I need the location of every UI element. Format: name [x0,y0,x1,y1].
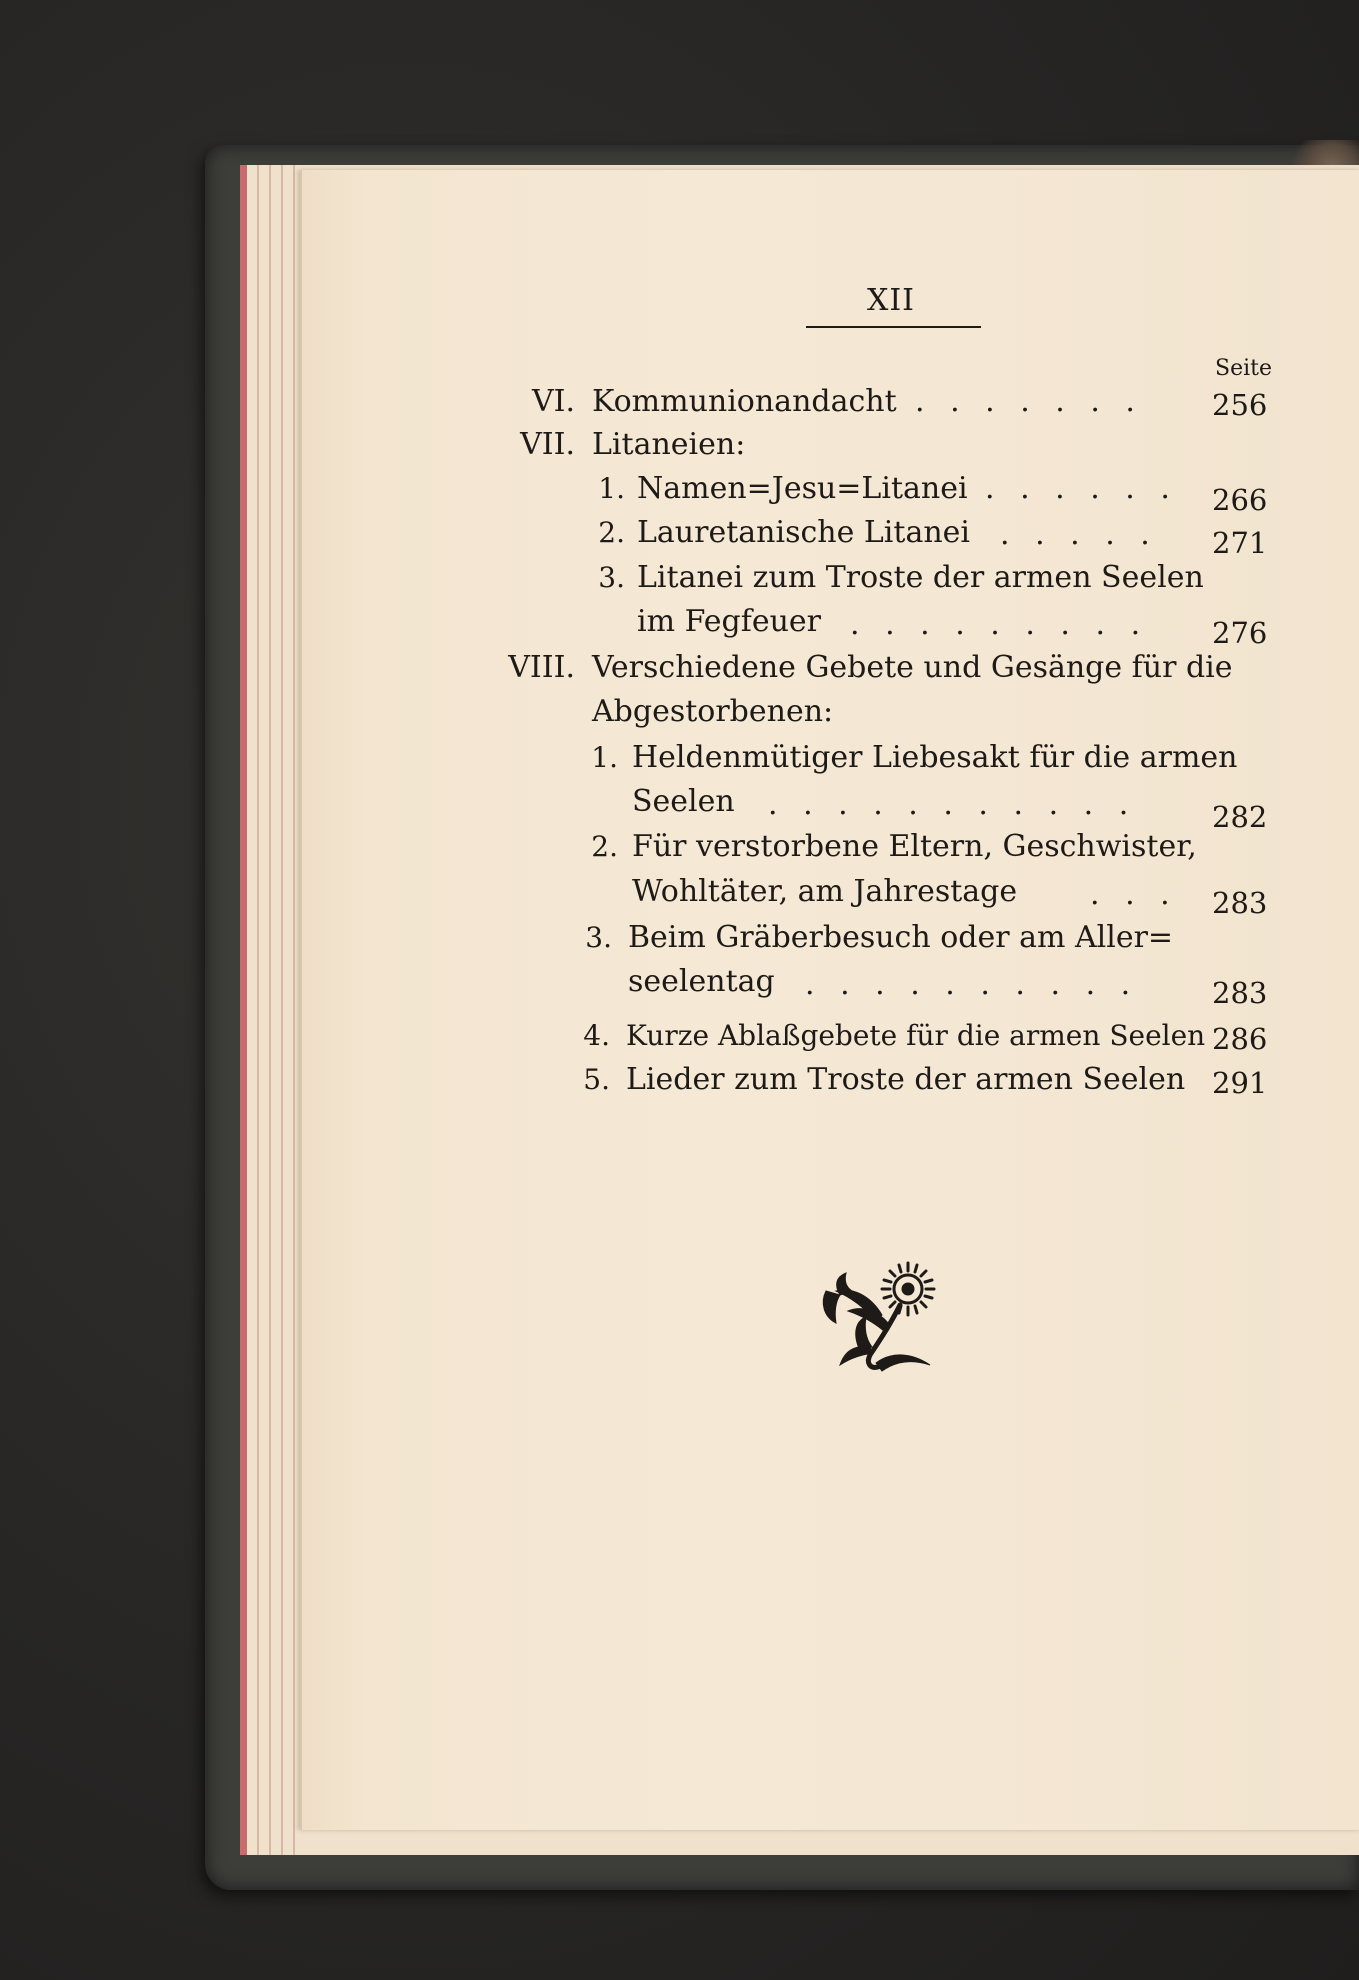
toc-entry-number: 2. [598,516,625,549]
toc-page-number: 291 [1212,1066,1268,1100]
toc-page-number: 271 [1212,526,1268,560]
toc-entry-title: Lauretanische Litanei [637,515,971,550]
toc-entry-title: Kurze Ablaßgebete für die armen Seelen [626,1019,1206,1052]
page-column-header: Seite [1215,356,1272,381]
toc-page-number: 283 [1212,886,1268,920]
toc-entry-title: Kommunionandacht [592,384,897,419]
toc-entry-title-cont: Seelen [632,784,735,819]
toc-page-number: 266 [1212,483,1268,517]
toc-entry-title-cont: Wohltäter, am Jahrestage [632,874,1018,909]
toc-entry-title: Für verstorbene Eltern, Geschwister, [632,829,1197,864]
toc-entry-title-cont: seelentag [628,964,775,999]
toc-entry-title: Verschiedene Gebete und Gesänge für die [592,650,1233,685]
toc-entry-title: Lieder zum Troste der armen Seelen [626,1062,1186,1097]
toc-entry-number: 5. [583,1063,610,1096]
toc-entry-number: 4. [583,1019,610,1052]
toc-entry-number: 2. [591,830,618,863]
toc-entry-title-cont: im Fegfeuer [637,604,821,639]
toc-page-number: 282 [1212,800,1268,834]
toc-leader-dots: . . . . . [1000,517,1158,552]
toc-entry-number: 3. [585,921,612,954]
toc-entry-number: 3. [598,561,625,594]
toc-page-number: 286 [1212,1022,1268,1056]
toc-leader-dots: . . . [1090,877,1178,912]
toc-entry-number: VII. [520,427,575,462]
toc-entry-title-cont: Abgestorbenen: [592,694,834,729]
flower-ornament-icon [800,1255,950,1380]
toc-entry-title: Beim Gräberbesuch oder am Aller= [628,920,1174,955]
toc-leader-dots: . . . . . . . . . . [805,967,1139,1002]
toc-leader-dots: . . . . . . . . . [850,607,1149,642]
toc-leader-dots: . . . . . . [985,471,1178,506]
toc-entry-title: Litanei zum Troste der armen Seelen [637,560,1204,595]
header-rule [806,326,981,328]
toc-entry-title: Namen=Jesu=Litanei [637,471,968,506]
toc-leader-dots: . . . . . . . [915,384,1143,419]
toc-page-number: 256 [1212,388,1268,422]
page-number: XII [866,283,916,318]
toc-leader-dots: . . . . . . . . . . . [768,787,1137,822]
toc-page-number: 276 [1212,616,1268,650]
toc-page-number: 283 [1212,976,1268,1010]
toc-entry-number: VIII. [508,650,575,685]
toc-entry-number: 1. [598,472,625,505]
toc-entry-title: Heldenmütiger Liebesakt für die armen [632,740,1238,775]
toc-entry-title: Litaneien: [592,427,746,462]
toc-entry-number: VI. [531,384,575,419]
toc-entry-number: 1. [591,741,618,774]
